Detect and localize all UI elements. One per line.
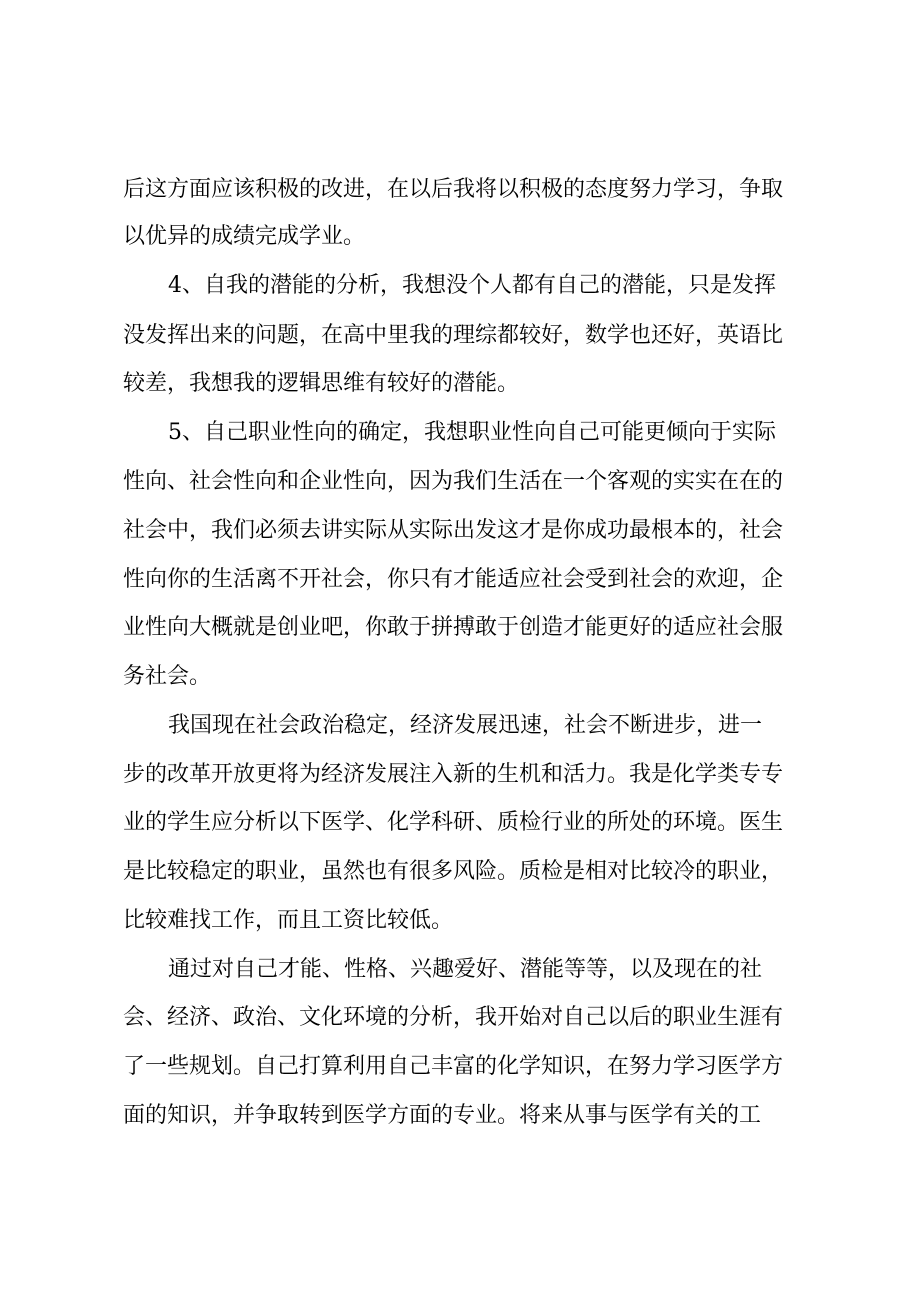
text-line: 业性向大概就是创业吧，你敢于拼搏敢于创造才能更好的适应社会服: [123, 615, 784, 640]
text-line: 较差，我想我的逻辑思维有较好的潜能。: [123, 371, 520, 396]
text-line: 是比较稳定的职业，虽然也有很多风险。质检是相对比较冷的职业，: [123, 859, 784, 884]
text-line: 务社会。: [123, 664, 212, 689]
text-line: 没发挥出来的问题，在高中里我的理综都较好，数学也还好，英语比: [123, 323, 784, 348]
text-line: 社会中，我们必须去讲实际从实际出发这才是你成功最根本的，社会: [123, 518, 784, 543]
text-line: 业的学生应分析以下医学、化学科研、质检行业的所处的环境。医生: [123, 810, 784, 835]
text-line: 性向、社会性向和企业性向，因为我们生活在一个客观的实实在在的: [123, 469, 784, 494]
text-line: 我国现在社会政治稳定，经济发展迅速，社会不断进步，进一: [168, 713, 763, 738]
text-line: 性向你的生活离不开社会，你只有才能适应社会受到社会的欢迎，企: [123, 567, 784, 592]
text-line: 通过对自己才能、性格、兴趣爱好、潜能等等，以及现在的社: [168, 957, 763, 982]
text-line: 比较难找工作，而且工资比较低。: [123, 908, 454, 933]
text-line: 会、经济、政治、文化环境的分析，我开始对自己以后的职业生涯有: [123, 1005, 784, 1030]
text-line: 5、自己职业性向的确定，我想职业性向自己可能更倾向于实际: [168, 420, 776, 445]
text-line: 了一些规划。自己打算利用自己丰富的化学知识，在努力学习医学方: [123, 1054, 784, 1079]
text-line: 面的知识，并争取转到医学方面的专业。将来从事与医学有关的工: [123, 1103, 762, 1128]
text-line: 4、自我的潜能的分析，我想没个人都有自己的潜能，只是发挥: [168, 273, 776, 298]
text-line: 步的改革开放更将为经济发展注入新的生机和活力。我是化学类专专: [123, 762, 784, 787]
text-line: 以优异的成绩完成学业。: [123, 224, 366, 249]
text-line: 后这方面应该积极的改进，在以后我将以积极的态度努力学习，争取: [123, 177, 784, 202]
